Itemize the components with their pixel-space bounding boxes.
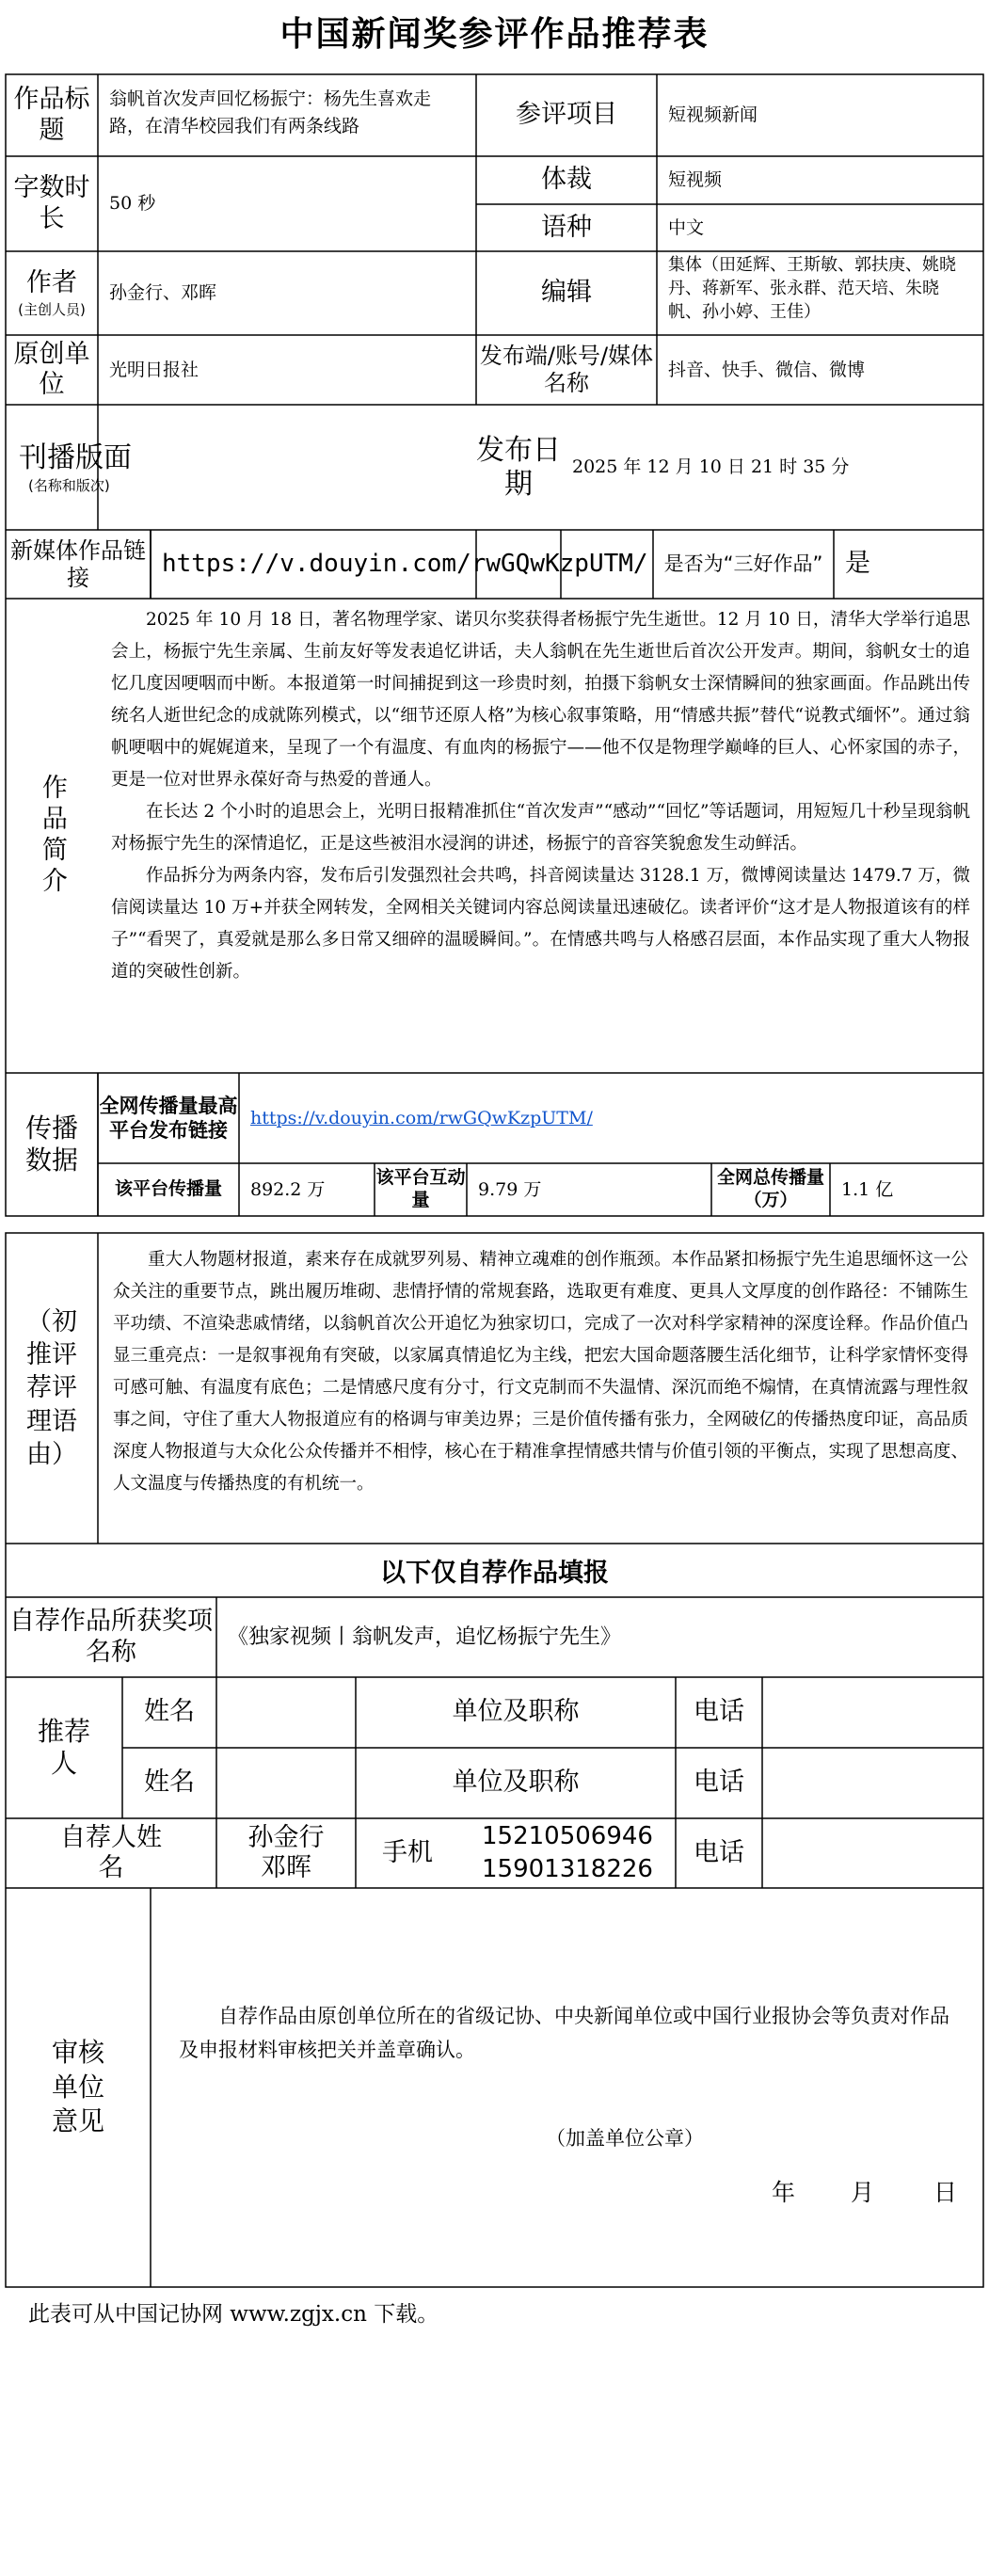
platform-spread-label: 该平台传播量 xyxy=(114,1178,222,1200)
recommender-label xyxy=(6,1677,122,1818)
platform-interaction-label: 该平台互动量 xyxy=(375,1167,466,1210)
recommender-1-name-label: 姓名 xyxy=(144,1697,195,1727)
review-label xyxy=(6,1233,98,1544)
genre-label: 体裁 xyxy=(541,165,592,195)
intro-text xyxy=(98,599,983,1073)
self-phone-label: 电话 xyxy=(694,1837,744,1867)
review-label-text: （初推评荐评理语由） xyxy=(26,1307,77,1469)
three-good-label: 是否为“三好作品” xyxy=(663,552,823,575)
link-value[interactable]: https://v.douyin.com/rwGQwKzpUTM/ xyxy=(162,550,648,578)
category-value: 短视频新闻 xyxy=(668,104,758,126)
recommender-2-title-label: 单位及职称 xyxy=(452,1768,580,1798)
recommender-2-name-label: 姓名 xyxy=(144,1768,195,1798)
unit-label: 原创单位 xyxy=(13,339,90,399)
review-paragraph: 重大人物题材报道，素来存在成就罗列易、精神立魂难的创作瓶颈。本作品紧扣杨振宁先生追思缅怀这一公众关注的重要节点，跳出履历堆砌、悲情抒情的常规套路，选取更有难度、更具人文厚度的创作路径：不铺陈生平功绩、不渲染悲戚情绪，以翁帆首次公开追忆为独家切口，完成了一次对科学家精神的深度诠释。作品价值凸显三重亮点：一是叙事视角有突破，以家属真情追忆为主线，把宏大国命题落腰生活化细节，让科学家情怀变得可感可触、有温度有底色；二是情感尺度有分寸，行文克制而不失温情、深沉而绝不煽情，在真情流露与理性叙事之间，守住了重大人物报道应有的格调与审美边界；三是价值传播有张力，全网破亿的传播热度印证，高品质深度人物报道与大众化公众传播并不相悖，核心在于精准拿捏情感共情与价值引领的平衡点，实现了思想高度、人文温度与传播热度的有机统一。 xyxy=(113,1250,968,1494)
recommender-2-phone-label: 电话 xyxy=(694,1768,744,1798)
seal-note: （加盖单位公章） xyxy=(546,2127,704,2150)
author-label-text: 作者 xyxy=(26,268,77,298)
recommender-1-phone-label: 电话 xyxy=(694,1697,744,1727)
genre-value: 短视频 xyxy=(668,169,723,191)
intro-label-text: 作品简介 xyxy=(37,774,67,898)
length-label: 字数时长 xyxy=(13,173,90,233)
pub-date-label: 发布日期 xyxy=(476,433,561,501)
mobiles-value: 15210506946 15901318226 xyxy=(482,1821,653,1883)
self-name-label xyxy=(6,1818,216,1888)
publisher-value: 抖音、快手、微信、微博 xyxy=(668,359,866,380)
review-text xyxy=(98,1233,983,1544)
total-spread-label: 全网总传播量（万） xyxy=(716,1167,824,1210)
platform-interaction-value: 9.79 万 xyxy=(478,1178,542,1200)
total-spread-value: 1.1 亿 xyxy=(841,1178,894,1200)
self-phone-field[interactable] xyxy=(762,1818,983,1888)
recommender-label-text: 推荐人 xyxy=(37,1716,90,1779)
self-section-heading: 以下仅自荐作品填报 xyxy=(380,1559,609,1588)
recommender-1-title-label: 单位及职称 xyxy=(452,1697,580,1727)
pub-page-label xyxy=(6,405,476,530)
pub-date-value: 2025 年 12 月 10 日 21 时 35 分 xyxy=(572,456,850,478)
intro-paragraph-2: 在长达 2 个小时的追思会上，光明日报精准抓住“首次发声”“感动”“回忆”等话题词，用短短几十秒呈现翁帆对杨振宁先生的深情追忆，正是这些被泪水浸润的讲述，杨振宁的音容笑貌愈发生动鲜活。 xyxy=(111,802,970,854)
audit-label xyxy=(6,1888,151,2287)
top-platform-link-text[interactable]: https://v.douyin.com/rwGQwKzpUTM/ xyxy=(250,1107,593,1128)
three-good-value: 是 xyxy=(845,549,870,579)
top-platform-link[interactable] xyxy=(239,1073,983,1163)
intro-paragraph-1: 2025 年 10 月 18 日，著名物理学家、诺贝尔奖获得者杨振宁先生逝世。12 月 10 日，清华大学举行追思会上，杨振宁先生亲属、生前友好等发表追忆讲话，夫人翁帆在先生逝世后首次公开发声。期间，翁帆女士的追忆几度因哽咽而中断。本报道第一时间捕捉到这一珍贵时刻，拍摄下翁帆女士深情瞬间的独家画面。作品跳出传统名人逝世纪念的成就陈列模式，以“细节还原人格”为核心叙事策略，用“情感共振”替代“说教式缅怀”。通过翁帆哽咽中的娓娓道来，呈现了一个有温度、有血肉的杨振宁——他不仅是物理学巅峰的巨人、心怀家国的赤子，更是一位对世界永葆好奇与热爱的普通人。 xyxy=(111,610,970,790)
publisher-label: 发布端/账号/媒体名称 xyxy=(479,343,654,396)
unit-value: 光明日报社 xyxy=(109,359,199,380)
pub-page-label-text: 刊播版面 xyxy=(19,440,132,474)
language-value: 中文 xyxy=(668,216,705,238)
recommender-1-phone-field[interactable] xyxy=(762,1677,983,1748)
recommender-1-name-field[interactable] xyxy=(216,1677,356,1748)
length-value: 50 秒 xyxy=(109,193,156,215)
award-value: 《独家视频丨翁帆发声，追忆杨振宁先生》 xyxy=(228,1625,622,1649)
author-label xyxy=(6,251,98,335)
date-month-label: 月 xyxy=(851,2179,875,2206)
link-label: 新媒体作品链接 xyxy=(10,536,146,591)
editor-value: 集体（田延辉、王斯敏、郭扶庚、姚晓丹、蒋新军、张永群、范天培、朱晓帆、孙小婷、王佳） xyxy=(668,255,956,323)
editor-label: 编辑 xyxy=(541,278,592,308)
intro-label xyxy=(6,599,98,1073)
top-platform-label: 全网传播量最高平台发布链接 xyxy=(99,1094,238,1142)
footer-note: 此表可从中国记协网 www.zgjx.cn 下载。 xyxy=(28,2302,439,2327)
self-name-label-text: 自荐人姓名 xyxy=(60,1822,162,1882)
date-year-label: 年 xyxy=(772,2179,796,2206)
audit-text: 自荐作品由原创单位所在的省级记协、中央新闻单位或中国行业报协会等负责对作品及申报材料审核把关并盖章确认。 xyxy=(179,2005,949,2061)
audit-content xyxy=(151,1888,983,2287)
work-title-label: 作品标题 xyxy=(13,85,90,145)
spread-label xyxy=(6,1073,98,1216)
award-label: 自荐作品所获奖项名称 xyxy=(9,1607,213,1667)
pub-page-label-sub: (名称和版次) xyxy=(28,476,110,494)
audit-label-text: 审核单位意见 xyxy=(51,2037,104,2137)
work-title-value: 翁帆首次发声回忆杨振宁：杨先生喜欢走路，在清华校园我们有两条线路 xyxy=(109,88,432,136)
recommender-2-name-field[interactable] xyxy=(216,1748,356,1818)
platform-spread-value: 892.2 万 xyxy=(250,1178,326,1200)
category-label: 参评项目 xyxy=(516,100,617,130)
page-title: 中国新闻奖参评作品推荐表 xyxy=(279,14,710,54)
mobile-label: 手机 xyxy=(382,1837,433,1867)
recommender-2-phone-field[interactable] xyxy=(762,1748,983,1818)
language-label: 语种 xyxy=(541,212,592,242)
spread-label-text: 传播数据 xyxy=(24,1112,78,1176)
self-names-value: 孙金行 邓晖 xyxy=(247,1822,325,1882)
date-day-label: 日 xyxy=(933,2179,958,2206)
intro-paragraph-3: 作品拆分为两条内容，发布后引发强烈社会共鸣，抖音阅读量达 3128.1 万，微博阅读量达 1479.7 万，微信阅读量达 10 万+并获全网转发，全网相关关键词内容总阅读量迅速破亿。读者评价“这才是人物报道该有的样子”“看哭了，真爱就是那么多日常又细碎的温暖瞬间。”。在情感共鸣与人格感召层面，本作品实现了重大人物报道的突破性创新。 xyxy=(111,866,970,982)
author-label-sub: (主创人员) xyxy=(18,300,86,318)
author-value: 孙金行、邓晖 xyxy=(109,282,217,304)
